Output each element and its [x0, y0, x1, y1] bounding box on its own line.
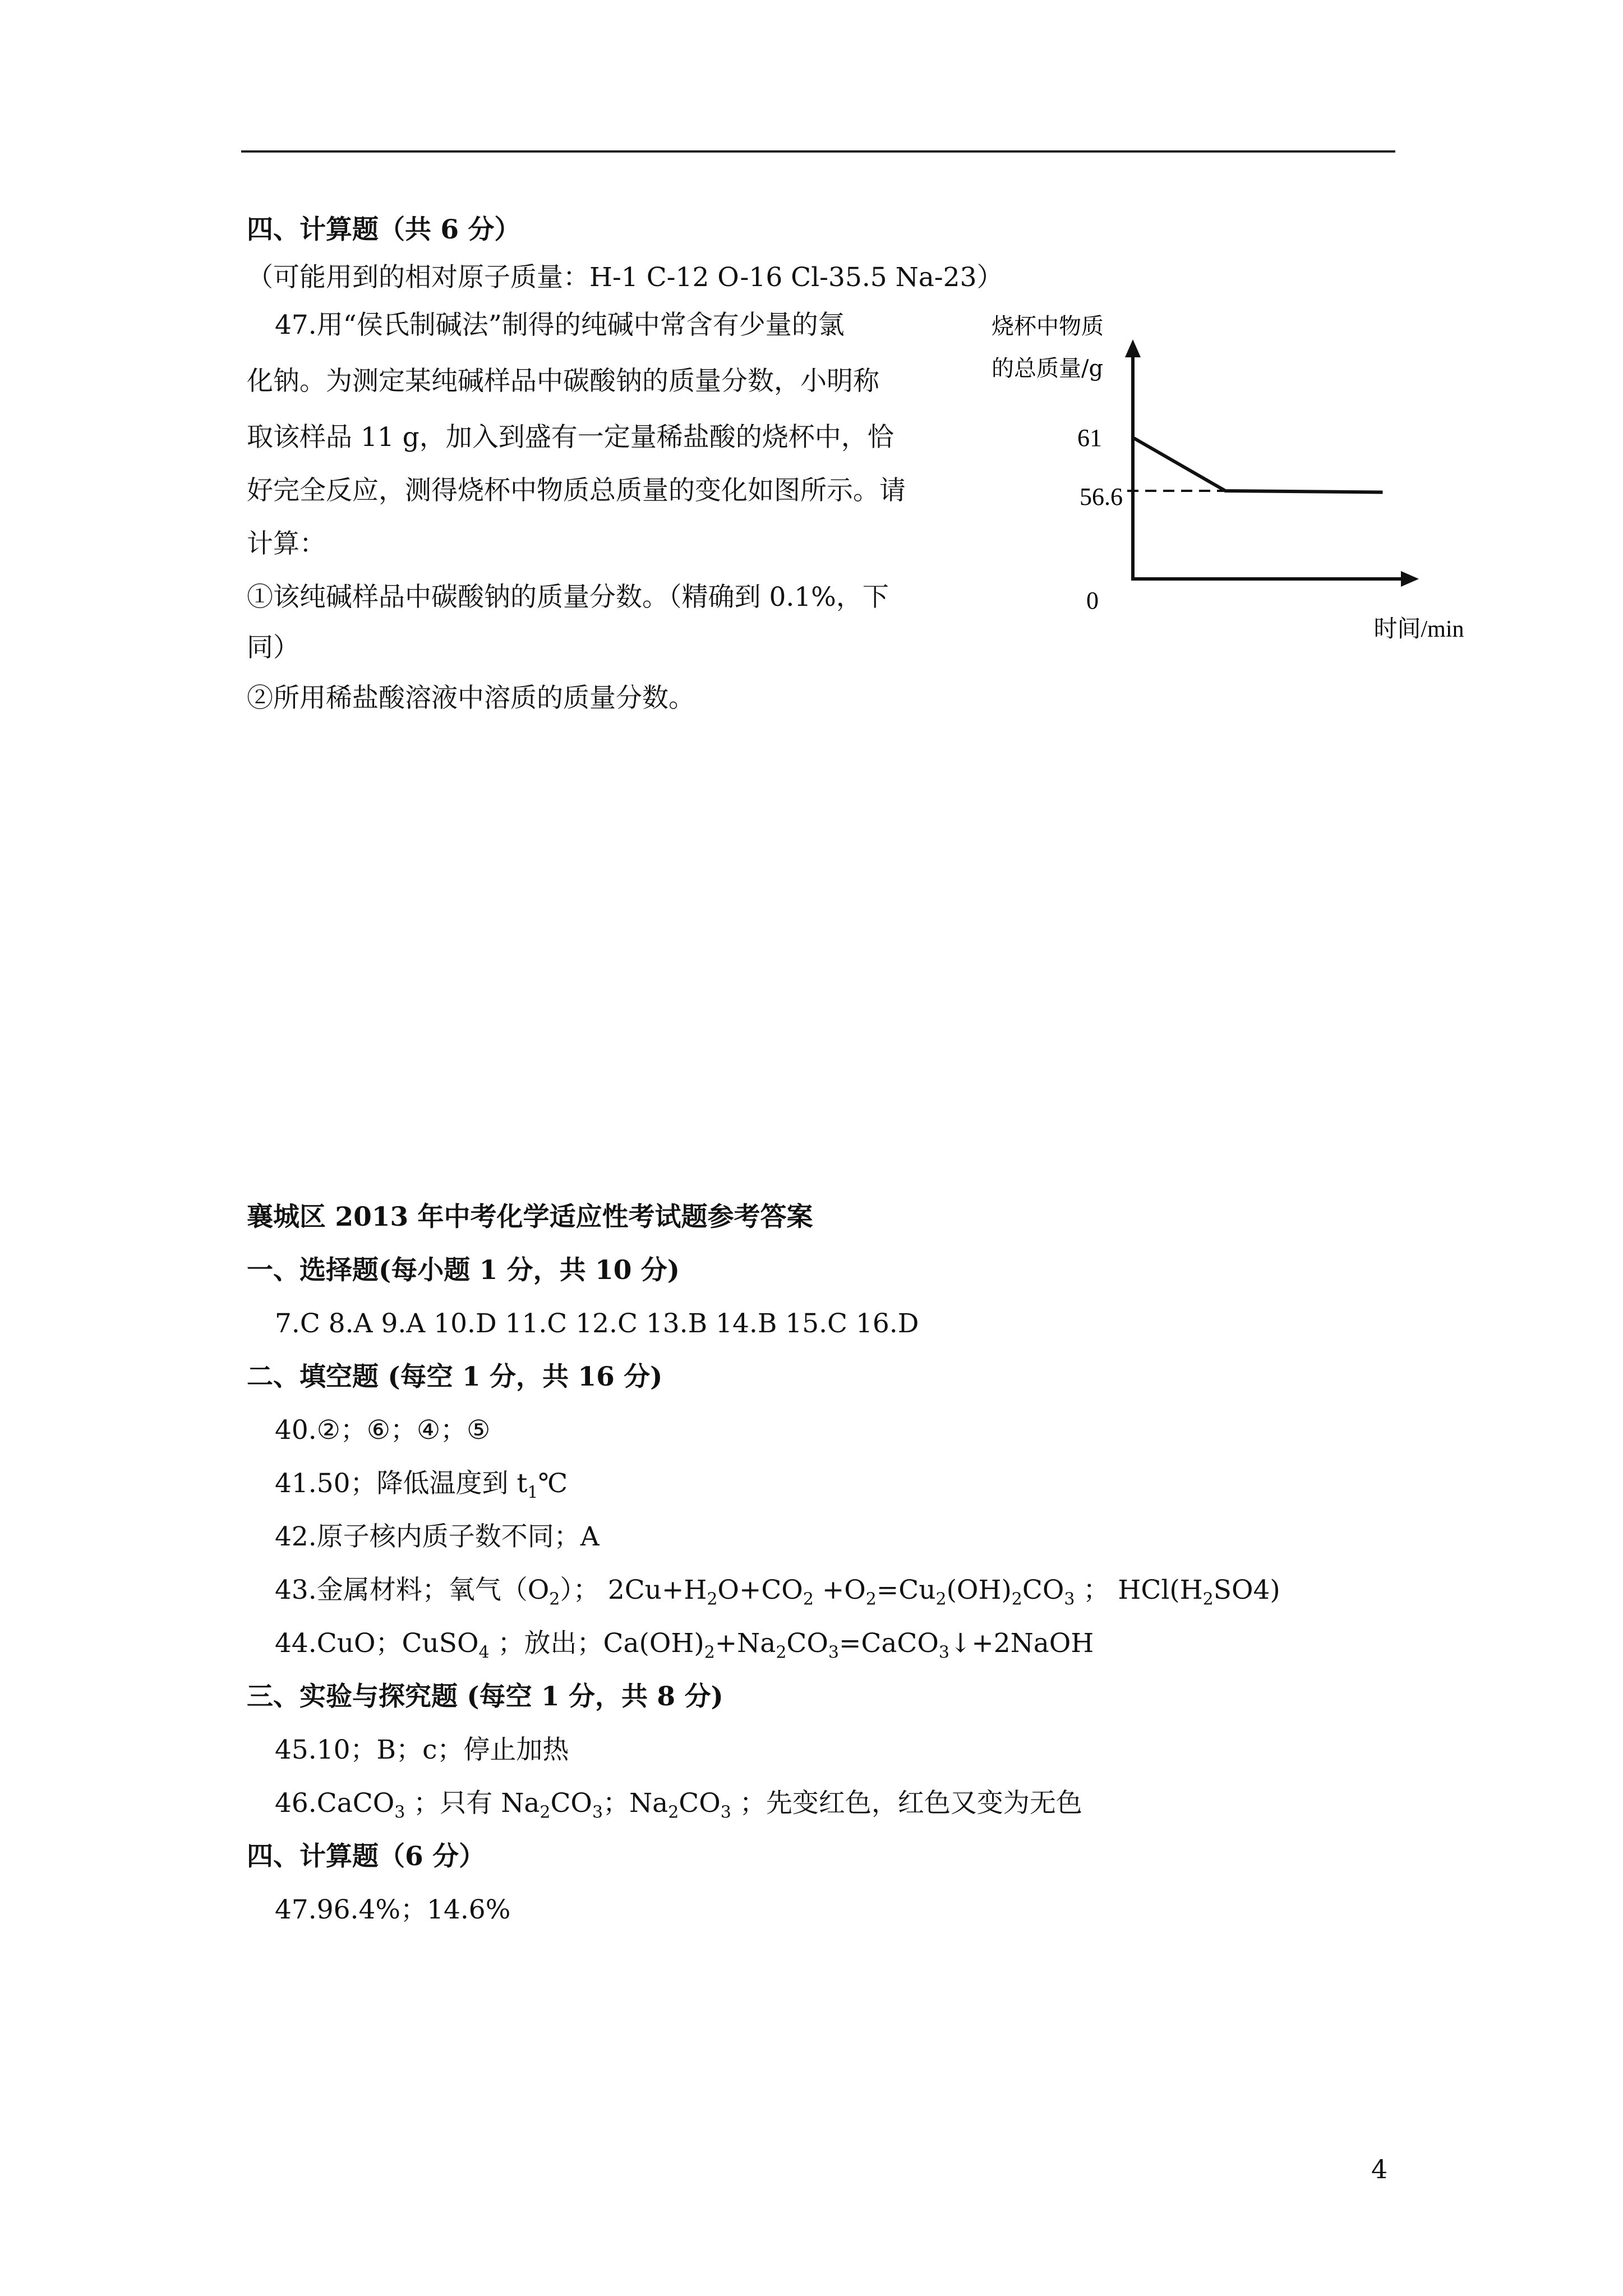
- q47-line6: ①该纯碱样品中碳酸钠的质量分数。（精确到 0.1%，下: [247, 582, 889, 613]
- answers-sec4-title: 四、计算题（6 分）: [247, 1841, 486, 1872]
- answers-sec1-list: 7.C 8.A 9.A 10.D 11.C 12.C 13.B 14.B 15.C 16.D: [275, 1308, 919, 1339]
- answers-sec1-title: 一、选择题(每小题 1 分，共 10 分): [247, 1255, 680, 1286]
- answer-47: 47.96.4%；14.6%: [275, 1894, 511, 1925]
- chart-xlabel: 时间/min: [1373, 616, 1464, 642]
- chart-ylabel-line1: 烧杯中物质: [992, 314, 1104, 339]
- chart-x-arrow: [1401, 571, 1419, 587]
- answer-40: 40.②；⑥；④；⑤: [275, 1415, 491, 1446]
- q47-line5: 计算：: [247, 528, 326, 559]
- q47-line3: 取该样品 11 g，加入到盛有一定量稀盐酸的烧杯中，恰: [247, 422, 894, 453]
- chart-origin-label: 0: [1086, 587, 1099, 614]
- section4-title: 四、计算题（共 6 分）: [247, 214, 521, 245]
- answer-45: 45.10；B；c；停止加热: [275, 1734, 569, 1765]
- atomic-masses: （可能用到的相对原子质量：H-1 C-12 O-16 Cl-35.5 Na-23）: [247, 262, 1003, 293]
- answers-sec2-title: 二、填空题 (每空 1 分，共 16 分): [247, 1361, 663, 1392]
- q47-line2: 化钠。为测定某纯碱样品中碳酸钠的质量分数，小明称: [247, 366, 879, 397]
- answers-sec3-title: 三、实验与探究题 (每空 1 分，共 8 分): [247, 1681, 723, 1712]
- q47-line4: 好完全反应，测得烧杯中物质总质量的变化如图所示。请: [247, 475, 906, 506]
- q47-line8: ②所用稀盐酸溶液中溶质的质量分数。: [247, 683, 695, 714]
- answer-46: 46.CaCO$_3$ ；只有 $Na_2CO_3$；$Na_2CO_3$ ；先变红色，红色又变为无色: [275, 1788, 1082, 1823]
- answer-42: 42.原子核内质子数不同；A: [275, 1521, 600, 1552]
- answer-44: 44.CuO；CuSO$_4$ ；放出；$Ca(OH)_2+Na_2CO_3=CaCO_3↓+2NaOH$: [275, 1628, 1094, 1663]
- chart-series-line: [1133, 438, 1383, 493]
- chart-ylabel-line2: 的总质量/g: [992, 356, 1104, 381]
- chart-y-arrow: [1125, 339, 1141, 357]
- mass-time-chart: [976, 306, 1481, 654]
- chart-tick-56-6: 56.6: [1080, 483, 1123, 510]
- header-rule: [241, 150, 1395, 153]
- page-number: 4: [1371, 2154, 1388, 2184]
- chart-tick-61: 61: [1077, 424, 1102, 452]
- answer-41: 41.50；降低温度到 $t_1℃$: [275, 1468, 568, 1503]
- answer-43: 43.金属材料；氧气$(O_2)$； $2Cu+H_2O+CO_2 +O_2=Cu_2(OH)_2CO_3$ ； $HCl(H_2SO4)$: [275, 1575, 1280, 1609]
- q47-line7: 同）: [247, 632, 299, 663]
- answers-title: 襄城区 2013 年中考化学适应性考试题参考答案: [247, 1202, 813, 1232]
- q47-line1: 47.用“侯氏制碱法”制得的纯碱中常含有少量的氯: [275, 310, 845, 341]
